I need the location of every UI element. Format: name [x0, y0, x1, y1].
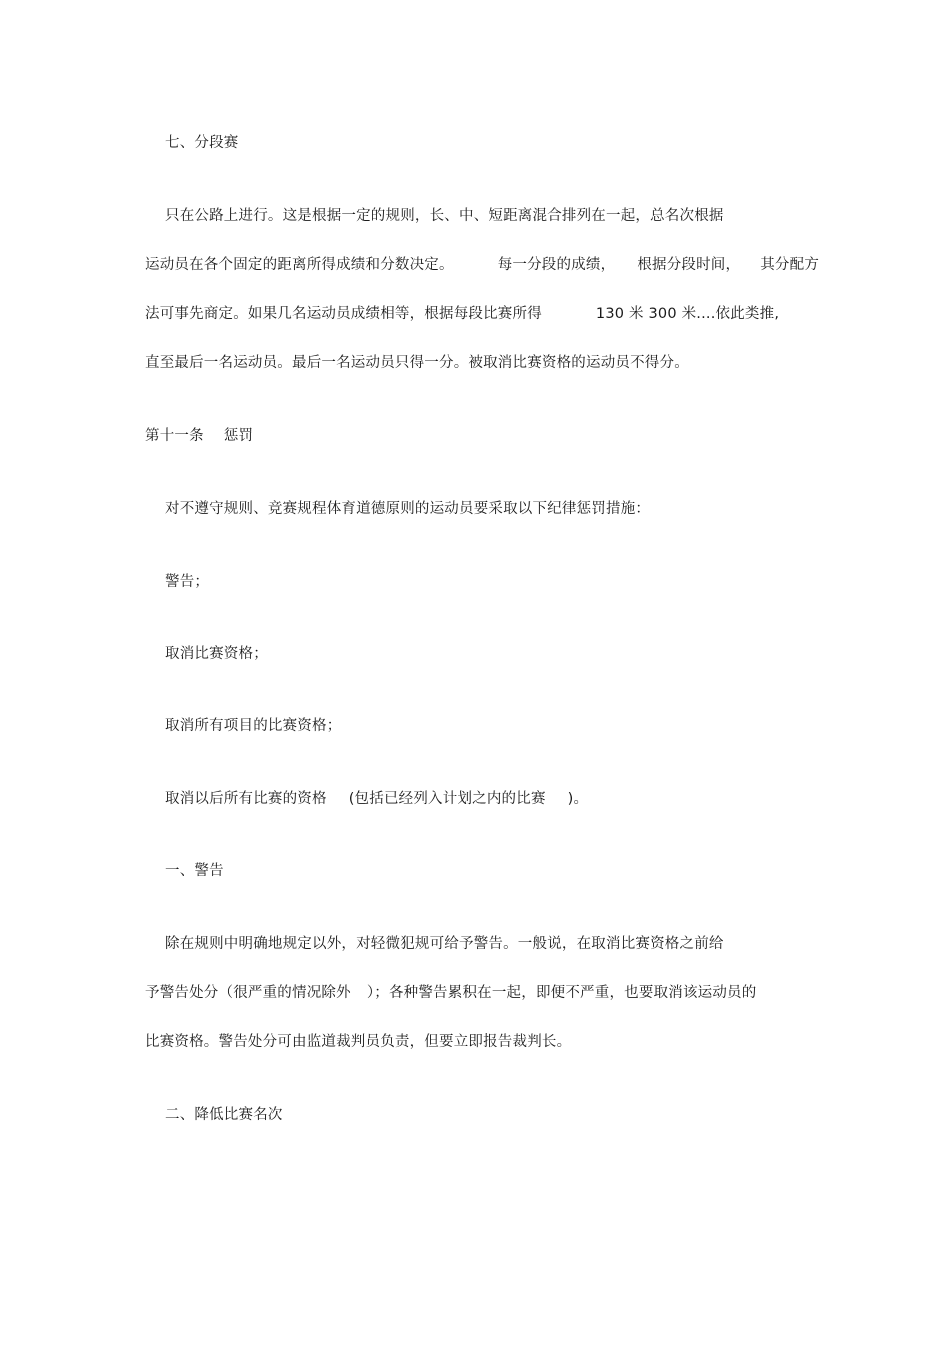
list-item: [165, 790, 588, 808]
section-heading-segment-race: 七、分段赛: [165, 135, 239, 151]
paragraph-line: 比赛资格。警告处分可由监道裁判员负责，但要立即报告裁判长。: [145, 1034, 572, 1050]
text-segment: 根据分段时间，: [637, 257, 741, 273]
list-item: 取消所有项目的比赛资格；: [165, 718, 342, 734]
section-heading-warning: 一、警告: [165, 863, 224, 879]
text-segment: )。: [567, 791, 589, 807]
paragraph-line: [145, 256, 819, 274]
text-segment: 取消以后所有比赛的资格: [165, 791, 327, 807]
text-segment: 每一分段的成绩，: [497, 257, 616, 273]
article-title: 惩罚: [223, 428, 254, 444]
article-number: 第十一条: [145, 428, 204, 444]
paragraph-line: [145, 305, 779, 323]
text-segment: ）；各种警告累积在一起，即便不严重，也要取消该运动员的: [366, 985, 757, 1001]
paragraph-line: 只在公路上进行。这是根据一定的规则，长、中、短距离混合排列在一起，总名次根据: [165, 208, 724, 224]
text-segment: 130 米 300 米....依此类推,: [595, 306, 780, 322]
paragraph-line: 除在规则中明确地规定以外，对轻微犯规可给予警告。一般说，在取消比赛资格之前给: [165, 936, 724, 952]
text-segment: 运动员在各个固定的距离所得成绩和分数决定。: [145, 257, 454, 273]
paragraph-line: 直至最后一名运动员。最后一名运动员只得一分。被取消比赛资格的运动员不得分。: [145, 355, 689, 371]
text-segment: (包括已经列入计划之内的比赛: [348, 791, 546, 807]
text-segment: 其分配方: [760, 257, 820, 273]
article-heading: [145, 427, 253, 445]
paragraph-line: 对不遵守规则、竞赛规程体育道德原则的运动员要采取以下纪律惩罚措施：: [165, 501, 651, 517]
list-item: 警告；: [165, 574, 210, 590]
text-segment: 法可事先商定。如果几名运动员成绩相等，根据每段比赛所得: [145, 306, 542, 322]
list-item: 取消比赛资格；: [165, 646, 268, 662]
section-heading-demotion: 二、降低比赛名次: [165, 1107, 283, 1123]
paragraph-line: [145, 984, 756, 1002]
text-segment: 予警告处分（很严重的情况除外: [145, 985, 351, 1001]
